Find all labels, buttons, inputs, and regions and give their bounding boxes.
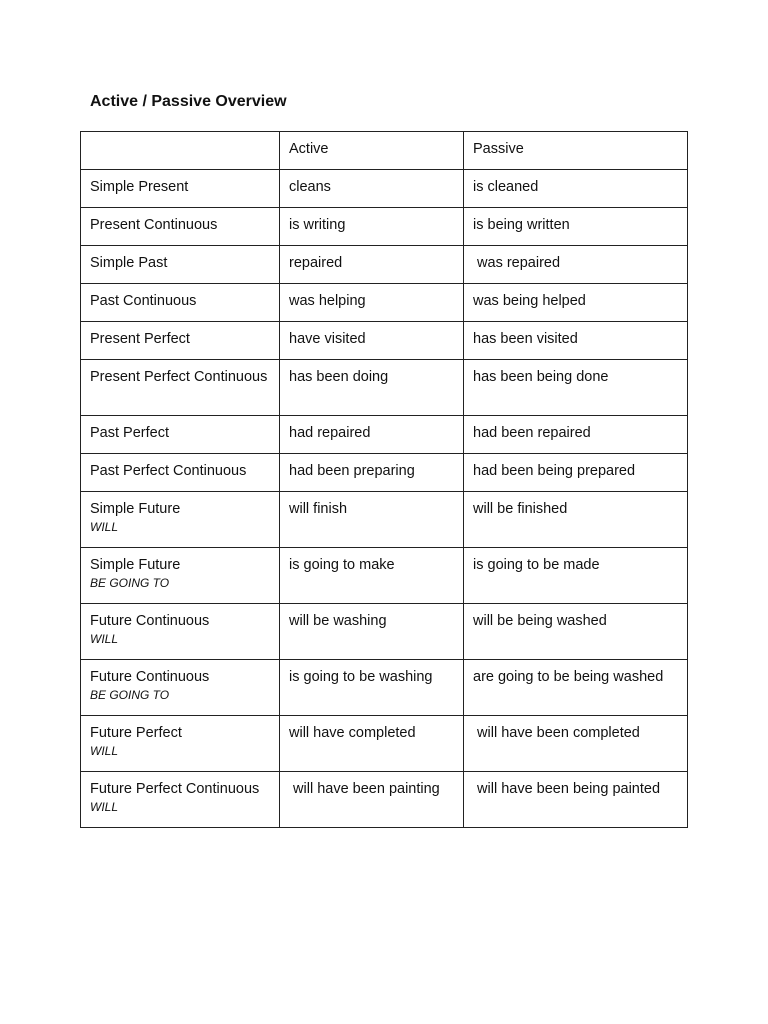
tense-cell (81, 284, 280, 322)
tense-cell (81, 772, 280, 828)
table-row (81, 548, 688, 604)
tense-label: Present Perfect (90, 331, 190, 347)
tense-cell (81, 492, 280, 548)
tense-cell (81, 322, 280, 360)
passive-form-cell: is cleaned (464, 170, 688, 208)
table-row (81, 284, 688, 322)
tense-cell (81, 360, 280, 416)
active-form-cell: is going to be washing (280, 660, 464, 716)
active-form-cell: had repaired (280, 416, 464, 454)
passive-form-cell: will be finished (464, 492, 688, 548)
active-form-cell: have visited (280, 322, 464, 360)
tense-auxiliary-note: WILL (90, 520, 119, 534)
passive-form-cell: was repaired (464, 246, 688, 284)
tense-label: Simple Future (90, 501, 181, 517)
table-row (81, 360, 688, 416)
table-row (81, 170, 688, 208)
tense-label: Future Continuous (90, 613, 210, 629)
passive-form-cell: has been visited (464, 322, 688, 360)
tense-cell (81, 604, 280, 660)
tense-label: Future Perfect Continuous (90, 781, 260, 797)
tense-cell (81, 246, 280, 284)
active-form-cell: will have been painting (280, 772, 464, 828)
table-row (81, 454, 688, 492)
tense-label: Future Continuous (90, 669, 210, 685)
table-row (81, 772, 688, 828)
passive-form-cell: are going to be being washed (464, 660, 688, 716)
table-row (81, 660, 688, 716)
page-title: Active / Passive Overview (90, 93, 287, 110)
table-row (81, 716, 688, 772)
tense-label: Simple Future (90, 557, 181, 573)
tense-auxiliary-note: WILL (90, 800, 119, 814)
tense-cell (81, 416, 280, 454)
tense-label: Past Perfect (90, 425, 169, 441)
passive-form-cell: will have been being painted (464, 772, 688, 828)
passive-form-cell: had been being prepared (464, 454, 688, 492)
passive-form-cell: was being helped (464, 284, 688, 322)
tense-cell (81, 170, 280, 208)
tense-auxiliary-note: BE GOING TO (90, 576, 170, 590)
table-row (81, 416, 688, 454)
active-form-cell: was helping (280, 284, 464, 322)
header-active-cell: Active (280, 132, 464, 170)
table-row (81, 604, 688, 660)
tense-label: Future Perfect (90, 725, 182, 741)
table-row (81, 492, 688, 548)
tense-cell (81, 208, 280, 246)
passive-form-cell: is being written (464, 208, 688, 246)
active-form-cell: had been preparing (280, 454, 464, 492)
table-row (81, 208, 688, 246)
tense-cell (81, 716, 280, 772)
table-row (81, 322, 688, 360)
passive-form-cell: will be being washed (464, 604, 688, 660)
tense-label: Past Continuous (90, 293, 197, 309)
tense-label: Simple Present (90, 179, 189, 195)
tense-label: Simple Past (90, 255, 168, 271)
tense-label: Present Continuous (90, 217, 218, 233)
passive-form-cell: had been repaired (464, 416, 688, 454)
active-form-cell: is going to make (280, 548, 464, 604)
tense-cell (81, 454, 280, 492)
passive-form-cell: is going to be made (464, 548, 688, 604)
tense-label: Past Perfect Continuous (90, 463, 247, 479)
header-tense-cell (81, 132, 280, 170)
tense-auxiliary-note: BE GOING TO (90, 688, 170, 702)
table-header-row (81, 132, 688, 170)
active-form-cell: has been doing (280, 360, 464, 416)
tense-label: Present Perfect Continuous (90, 369, 268, 385)
table-row (81, 246, 688, 284)
active-passive-table (80, 131, 688, 828)
header-passive-cell: Passive (464, 132, 688, 170)
active-form-cell: repaired (280, 246, 464, 284)
passive-form-cell: has been being done (464, 360, 688, 416)
tense-cell (81, 660, 280, 716)
active-form-cell: cleans (280, 170, 464, 208)
passive-form-cell: will have been completed (464, 716, 688, 772)
active-form-cell: will finish (280, 492, 464, 548)
tense-auxiliary-note: WILL (90, 744, 119, 758)
tense-auxiliary-note: WILL (90, 632, 119, 646)
tense-cell (81, 548, 280, 604)
active-form-cell: will have completed (280, 716, 464, 772)
active-form-cell: is writing (280, 208, 464, 246)
active-form-cell: will be washing (280, 604, 464, 660)
